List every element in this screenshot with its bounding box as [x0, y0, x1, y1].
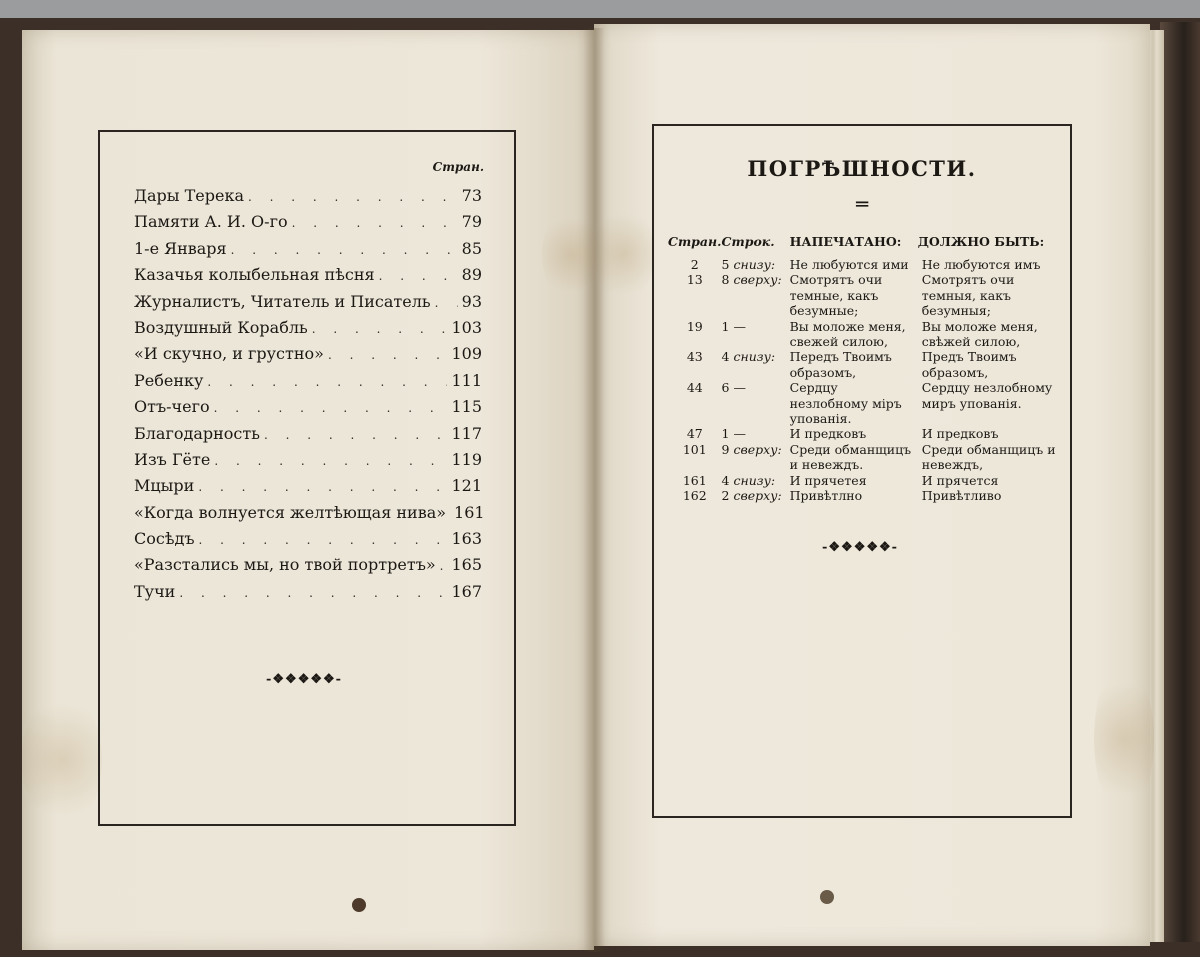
errata-correct: И прячется — [921, 472, 999, 488]
toc-entry — [134, 582, 482, 608]
errata-correct: Привѣтливо — [921, 488, 1002, 504]
contents-frame — [98, 130, 516, 826]
errata-line — [722, 488, 790, 503]
errata-correct: И предковъ — [921, 426, 999, 442]
toc-entry — [134, 344, 482, 370]
line-position: сверху: — [733, 488, 782, 504]
errata-printed: Сердцу незлобному міръ упованія. — [789, 380, 902, 427]
errata-table — [668, 234, 1064, 504]
toc-page: 119 — [451, 449, 482, 469]
leader-dots — [198, 480, 447, 494]
line-position: сверху: — [733, 441, 782, 457]
toc-page: 109 — [451, 344, 482, 364]
errata-page: 161 — [682, 472, 707, 488]
line-position: — — [733, 380, 746, 396]
toc-title: Изъ Гёте — [134, 449, 211, 469]
toc-entry — [134, 371, 482, 397]
toc-entry — [134, 424, 482, 450]
toc-entry — [134, 292, 482, 318]
leader-dots — [328, 348, 448, 362]
toc-page: 121 — [451, 476, 482, 496]
errata-frame — [652, 124, 1072, 818]
line-number: 6 — [721, 380, 730, 396]
ink-spot — [820, 890, 834, 904]
errata-printed: Привѣтлно — [789, 488, 863, 504]
title-separator: ═ — [855, 192, 869, 216]
errata-page: 44 — [686, 380, 703, 396]
errata-line — [722, 257, 790, 272]
line-number: 4 — [721, 472, 730, 488]
toc-page: 103 — [451, 317, 482, 337]
header-correct: ДОЛЖНО БЫТЬ: — [917, 234, 1045, 249]
line-number: 8 — [721, 272, 730, 288]
toc-page: 115 — [451, 397, 482, 417]
toc-title: «И скучно, и грустно» — [134, 344, 324, 364]
leader-dots — [231, 243, 458, 257]
toc-title: Тучи — [134, 581, 176, 601]
toc-entry — [134, 239, 482, 265]
errata-row — [668, 442, 1064, 473]
errata-correct: Вы моложе меня, свѣжей силою, — [921, 318, 1038, 350]
errata-row — [668, 473, 1064, 488]
errata-title: ПОГРѢШНОСТИ. — [747, 156, 977, 181]
leader-dots — [264, 428, 448, 442]
book-spine-edge — [1160, 22, 1200, 942]
errata-header-row — [668, 234, 1064, 257]
leader-dots — [379, 269, 458, 283]
toc-title: Дары Терека — [134, 186, 244, 205]
toc-page: 89 — [461, 265, 482, 285]
errata-line — [722, 473, 790, 488]
leader-dots — [214, 454, 447, 468]
line-position: — — [733, 426, 746, 442]
leader-dots — [214, 401, 448, 415]
line-number: 2 — [721, 488, 730, 504]
toc-title: «Разстались мы, но твой портретъ» — [134, 555, 436, 575]
errata-page: 162 — [682, 488, 707, 504]
errata-page: 47 — [686, 426, 703, 442]
errata-row — [668, 257, 1064, 272]
toc-page: 85 — [461, 238, 482, 258]
toc-title: 1-е Января — [134, 238, 227, 258]
errata-row — [668, 272, 1064, 318]
ornament-divider: -❖❖❖❖❖- — [266, 672, 343, 687]
toc-entry — [134, 529, 482, 555]
errata-correct: Смотрятъ очи темныя, какъ безумныя; — [921, 272, 1015, 319]
toc-title: Воздушный Корабль — [134, 317, 308, 337]
toc-page: 161 — [454, 502, 485, 522]
errata-page: 2 — [690, 257, 699, 272]
errata-printed: Вы моложе меня, свежей силою, — [789, 318, 906, 350]
leader-dots — [179, 586, 447, 600]
toc-entry — [134, 186, 482, 212]
leader-dots — [248, 190, 458, 204]
errata-line — [722, 319, 790, 350]
line-number: 1 — [721, 318, 730, 334]
line-number: 9 — [721, 441, 730, 457]
toc-entry — [134, 555, 482, 581]
contents-list — [134, 186, 485, 608]
toc-title: Памяти А. И. О-го — [134, 212, 288, 232]
book-gutter — [583, 28, 605, 952]
errata-row — [668, 426, 1064, 441]
toc-page: 93 — [461, 291, 482, 311]
toc-title: «Когда волнуется желтѣющая нива» — [134, 502, 447, 522]
ornament-divider: -❖❖❖❖❖- — [822, 540, 899, 555]
errata-printed: И прячетея — [789, 472, 867, 488]
errata-printed: Не любуются ими — [789, 257, 909, 272]
toc-title: Сосѣдъ — [134, 529, 195, 549]
leader-dots — [207, 375, 447, 389]
header-printed: НАПЕЧАТАНО: — [789, 234, 902, 249]
errata-printed: Среди обманщицъ и невеждъ. — [789, 441, 912, 473]
errata-correct: Среди обманщицъ и невеждъ, — [921, 441, 1056, 473]
toc-page: 111 — [451, 370, 482, 390]
toc-page: 117 — [451, 423, 482, 443]
errata-line — [722, 380, 790, 426]
errata-row — [668, 319, 1064, 350]
leader-dots — [435, 296, 458, 310]
toc-page: 163 — [451, 529, 482, 549]
toc-title: Журналистъ, Читатель и Писатель — [134, 291, 431, 311]
header-line: Строк. — [721, 234, 775, 249]
errata-page: 19 — [686, 318, 703, 334]
toc-page: 73 — [461, 186, 482, 205]
errata-line — [722, 442, 790, 473]
line-position: — — [733, 318, 746, 334]
toc-title: Отъ-чего — [134, 397, 210, 417]
header-page: Стран. — [668, 234, 722, 249]
toc-page: 79 — [461, 212, 482, 232]
errata-printed: Смотрятъ очи темные, какъ безумные; — [789, 272, 883, 319]
leader-dots — [440, 559, 448, 573]
toc-entry — [134, 502, 485, 529]
toc-title: Казачья колыбельная пѣсня — [134, 265, 375, 285]
toc-entry — [134, 397, 482, 423]
line-position: снизу: — [733, 257, 776, 272]
toc-entry — [134, 476, 482, 502]
toc-entry — [134, 318, 482, 344]
toc-entry — [134, 450, 482, 476]
errata-printed: Передъ Твоимъ образомъ, — [789, 349, 892, 380]
page-column-header: Стран. — [432, 160, 484, 174]
leader-dots — [292, 216, 458, 230]
errata-row — [668, 488, 1064, 503]
line-position: снизу: — [733, 472, 776, 488]
errata-line — [722, 426, 790, 441]
stain — [22, 690, 102, 830]
stain — [1094, 664, 1154, 814]
errata-line — [722, 272, 790, 318]
errata-line — [722, 349, 790, 380]
leader-dots — [312, 322, 448, 336]
errata-page: 101 — [682, 441, 707, 457]
errata-correct: Не любуются имъ — [921, 257, 1041, 272]
line-number: 5 — [721, 257, 730, 272]
toc-title: Благодарность — [134, 423, 260, 443]
toc-title: Ребенку — [134, 370, 204, 390]
toc-page: 165 — [451, 555, 482, 575]
errata-page: 43 — [686, 349, 703, 365]
errata-row — [668, 380, 1064, 426]
line-number: 1 — [721, 426, 730, 442]
toc-title: Мцыри — [134, 476, 195, 496]
toc-page: 167 — [451, 581, 482, 601]
errata-printed: И предковъ — [789, 426, 867, 442]
toc-entry — [134, 212, 482, 238]
errata-row — [668, 349, 1064, 380]
line-position: снизу: — [733, 349, 776, 365]
errata-correct: Предъ Твоимъ образомъ, — [921, 349, 1017, 380]
toc-entry — [134, 265, 482, 291]
errata-correct: Сердцу незлобному миръ упованія. — [921, 380, 1053, 411]
line-number: 4 — [721, 349, 730, 365]
line-position: сверху: — [733, 272, 782, 288]
ink-spot — [352, 898, 366, 912]
errata-page: 13 — [686, 272, 703, 288]
leader-dots — [199, 533, 448, 547]
